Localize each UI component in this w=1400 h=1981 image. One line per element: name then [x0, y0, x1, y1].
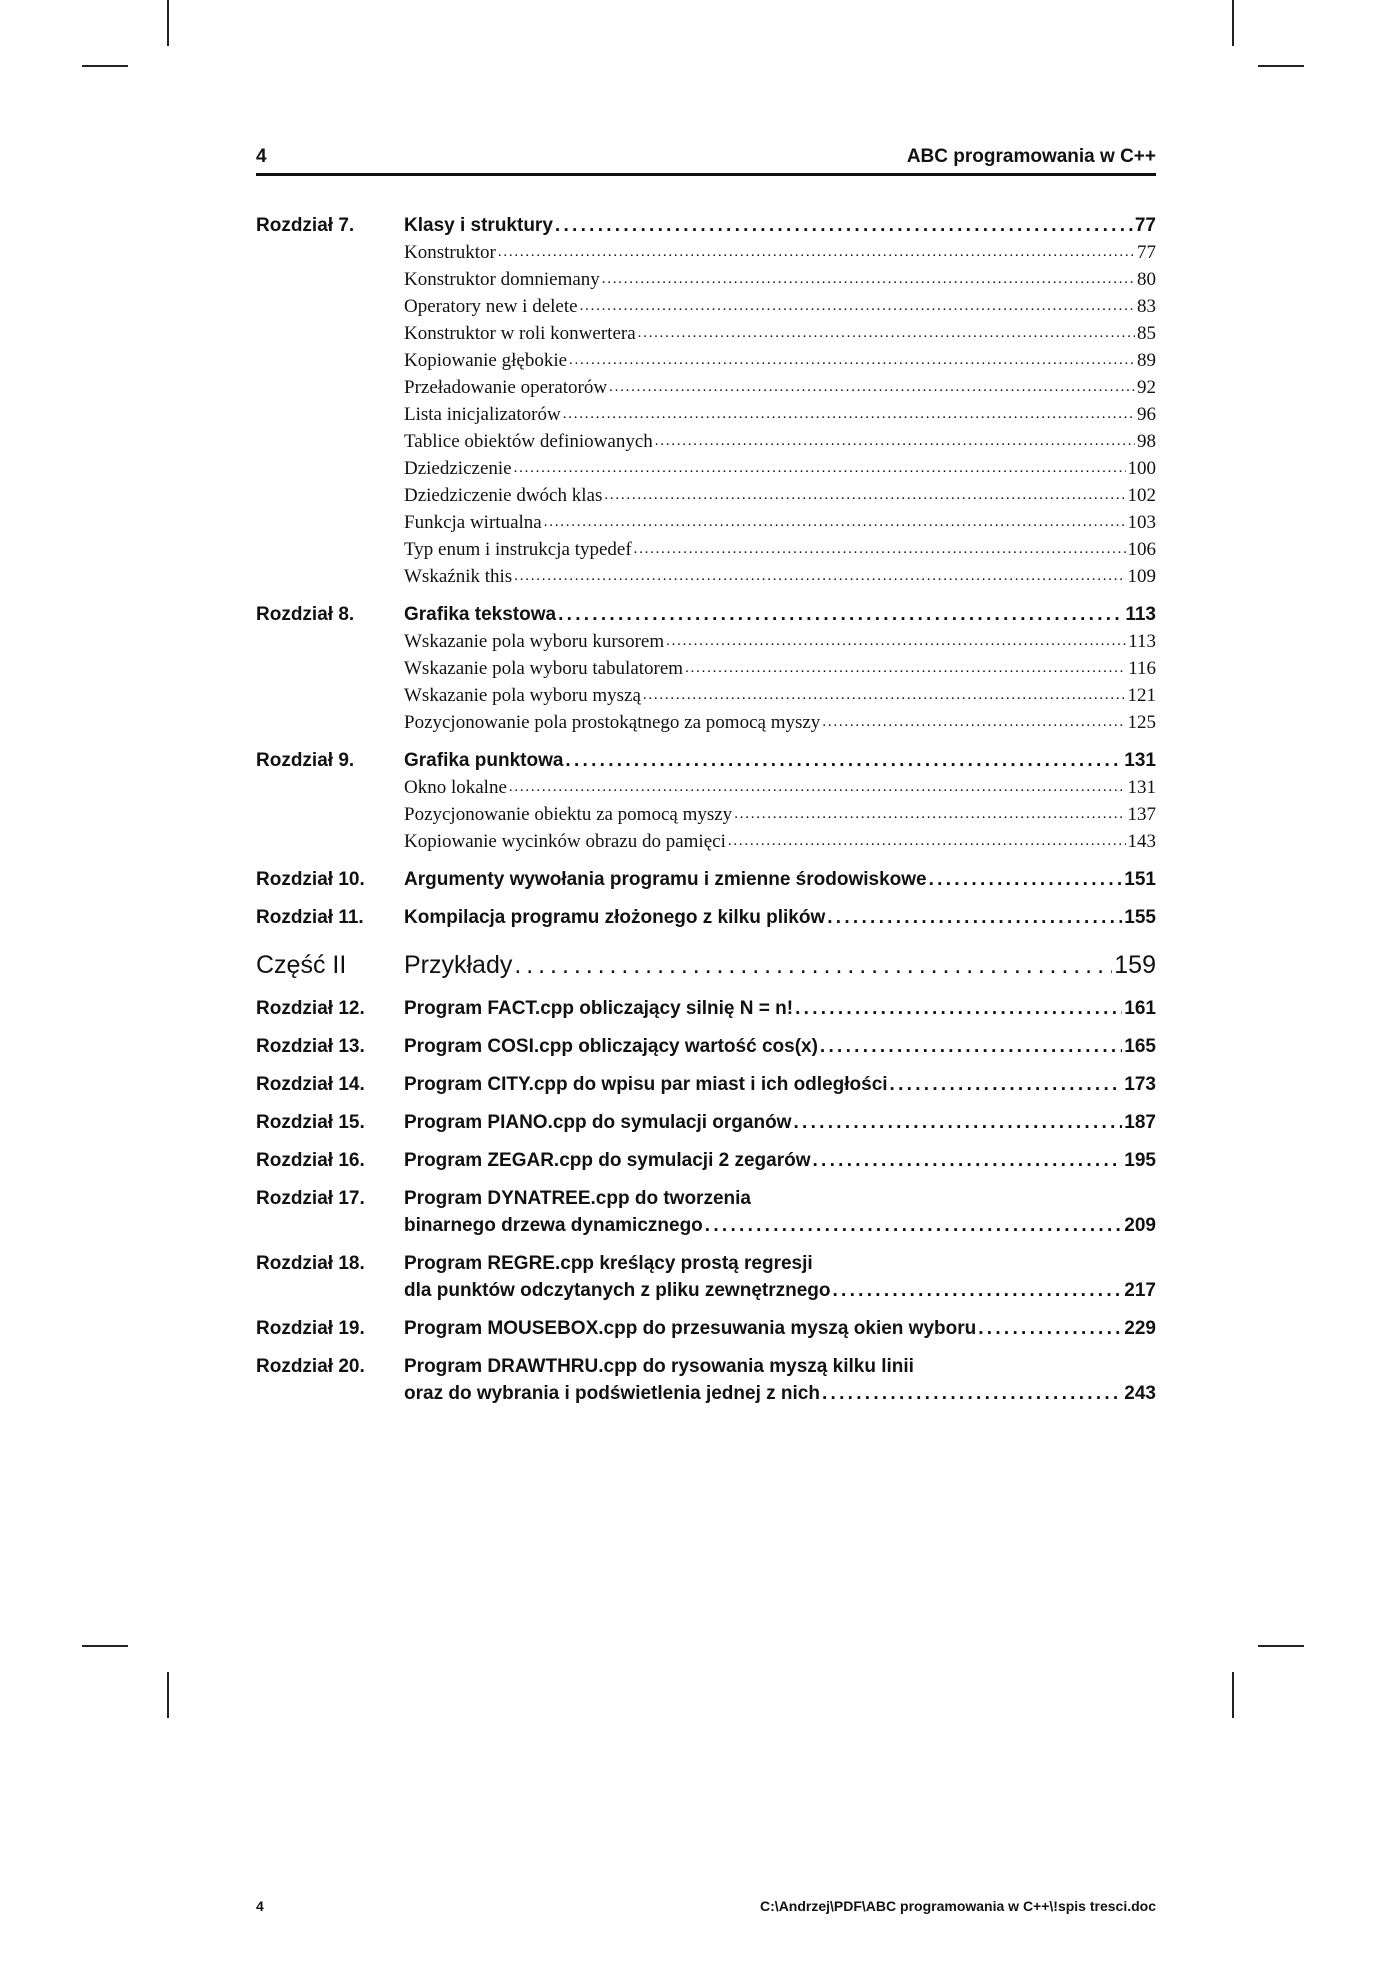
dot-leader	[555, 212, 1133, 239]
section-entry	[404, 266, 1156, 293]
section-entry-title: Przeładowanie operatorów	[404, 377, 608, 398]
chapter-number: Rozdział 7.	[256, 215, 355, 236]
toc-chapter	[256, 866, 1156, 893]
section-entry-page: 103	[1127, 512, 1156, 533]
section-entry-page: 113	[1128, 631, 1156, 652]
dot-leader	[602, 266, 1135, 293]
chapter-body	[404, 1033, 1156, 1060]
chapter-entry	[404, 1315, 1156, 1342]
header-rule	[256, 173, 1156, 176]
dot-leader	[795, 995, 1122, 1022]
chapter-entry-page: 195	[1124, 1150, 1156, 1171]
dot-leader	[890, 1071, 1123, 1098]
section-entry	[404, 563, 1156, 590]
dot-leader	[580, 293, 1135, 320]
chapter-body	[404, 1353, 1156, 1407]
section-entry-title: Wskaźnik this	[404, 566, 513, 587]
dot-leader	[822, 1380, 1122, 1407]
section-entry-title: Wskazanie pola wyboru tabulatorem	[404, 658, 684, 679]
toc-chapter	[256, 995, 1156, 1022]
section-entry-page: 96	[1137, 404, 1156, 425]
toc-chapter	[256, 1109, 1156, 1136]
dot-leader	[728, 828, 1126, 855]
section-entry-title: Tablice obiektów definiowanych	[404, 431, 653, 452]
chapter-body	[404, 212, 1156, 590]
chapter-number: Rozdział 17.	[256, 1188, 365, 1209]
section-entry-page: 102	[1127, 485, 1156, 506]
chapter-number: Część II	[256, 951, 347, 979]
chapter-entry-title: Klasy i struktury	[404, 215, 553, 236]
chapter-body	[404, 1147, 1156, 1174]
dot-leader	[514, 455, 1126, 482]
toc-chapter	[256, 1353, 1156, 1407]
chapter-entry	[404, 747, 1156, 774]
chapter-entry	[404, 1109, 1156, 1136]
section-entry	[404, 655, 1156, 682]
chapter-entry-title: dla punktów odczytanych z pliku zewnętrznego	[404, 1280, 831, 1301]
section-entry-title: Kopiowanie wycinków obrazu do pamięci	[404, 831, 726, 852]
dot-leader	[813, 1147, 1123, 1174]
section-entry-title: Pozycjonowanie pola prostokątnego za pomocą myszy	[404, 712, 821, 733]
section-entry	[404, 536, 1156, 563]
section-entry-page: 100	[1127, 458, 1156, 479]
chapter-body	[404, 1071, 1156, 1098]
crop-mark	[167, 0, 169, 46]
section-entry-page: 109	[1127, 566, 1156, 587]
running-header	[256, 146, 1156, 172]
chapter-entry	[404, 995, 1156, 1022]
section-entry	[404, 482, 1156, 509]
chapter-number: Rozdział 10.	[256, 869, 365, 890]
chapter-body	[404, 1185, 1156, 1239]
section-entry-title: Operatory new i delete	[404, 296, 578, 317]
toc-chapter	[256, 1250, 1156, 1304]
dot-leader	[634, 536, 1126, 563]
section-entry-title: Dziedziczenie	[404, 458, 512, 479]
chapter-number: Rozdział 20.	[256, 1356, 365, 1377]
chapter-entry-page: 217	[1124, 1280, 1156, 1301]
chapter-body	[404, 948, 1156, 982]
dot-leader	[734, 801, 1125, 828]
dot-leader	[509, 774, 1126, 801]
chapter-number: Rozdział 18.	[256, 1253, 365, 1274]
section-entry	[404, 682, 1156, 709]
chapter-entry	[404, 948, 1156, 982]
chapter-number: Rozdział 13.	[256, 1036, 365, 1057]
chapter-entry-title: Program FACT.cpp obliczający silnię N = n!	[404, 998, 794, 1019]
section-entry	[404, 709, 1156, 736]
chapter-number: Rozdział 14.	[256, 1074, 365, 1095]
dot-leader	[569, 347, 1135, 374]
chapter-number: Rozdział 12.	[256, 998, 365, 1019]
dot-leader	[544, 509, 1126, 536]
chapter-body	[404, 995, 1156, 1022]
toc-chapter	[256, 1147, 1156, 1174]
section-entry	[404, 509, 1156, 536]
section-entry-title: Dziedziczenie dwóch klas	[404, 485, 603, 506]
chapter-entry-page: 151	[1124, 869, 1156, 890]
chapter-entry-page: 159	[1114, 951, 1156, 979]
chapter-number: Rozdział 19.	[256, 1318, 365, 1339]
section-entry-page: 121	[1127, 685, 1156, 706]
dot-leader	[929, 866, 1123, 893]
dot-leader	[604, 482, 1125, 509]
chapter-body	[404, 866, 1156, 893]
section-entry-page: 116	[1128, 658, 1156, 679]
dot-leader	[638, 320, 1135, 347]
section-entry	[404, 628, 1156, 655]
section-entry	[404, 401, 1156, 428]
section-entry	[404, 374, 1156, 401]
section-entry	[404, 320, 1156, 347]
section-entry	[404, 828, 1156, 855]
chapter-number: Rozdział 8.	[256, 604, 355, 625]
chapter-entry-page: 165	[1124, 1036, 1156, 1057]
chapter-title-line: Program DRAWTHRU.cpp do rysowania myszą kilku linii	[404, 1356, 914, 1377]
toc-chapter	[256, 1033, 1156, 1060]
section-entry-page: 83	[1137, 296, 1156, 317]
crop-mark	[82, 1645, 128, 1647]
chapter-entry-title: Program COSI.cpp obliczający wartość cos(x)	[404, 1036, 818, 1057]
chapter-entry	[404, 1380, 1156, 1407]
chapter-entry-page: 229	[1124, 1318, 1156, 1339]
toc-chapter	[256, 601, 1156, 736]
section-entry-page: 137	[1127, 804, 1156, 825]
section-entry-page: 80	[1137, 269, 1156, 290]
chapter-entry-page: 77	[1134, 215, 1156, 236]
section-entry-page: 125	[1127, 712, 1156, 733]
dot-leader	[498, 239, 1135, 266]
section-entry-title: Okno lokalne	[404, 777, 507, 798]
chapter-entry-title: Program PIANO.cpp do symulacji organów	[404, 1112, 792, 1133]
section-entry-title: Typ enum i instrukcja typedef	[404, 539, 632, 560]
chapter-entry	[404, 212, 1156, 239]
chapter-number: Rozdział 11.	[256, 907, 364, 928]
chapter-entry-page: 113	[1125, 604, 1156, 625]
chapter-body	[404, 904, 1156, 931]
toc-chapter	[256, 1071, 1156, 1098]
chapter-number: Rozdział 9.	[256, 750, 355, 771]
chapter-entry	[404, 1033, 1156, 1060]
chapter-entry-title: Kompilacja programu złożonego z kilku plików	[404, 907, 826, 928]
chapter-entry-title: Argumenty wywołania programu i zmienne środowiskowe	[404, 869, 927, 890]
table-of-contents	[256, 212, 1156, 1407]
footer-page-number: 4	[256, 1898, 264, 1914]
chapter-entry-page: 155	[1124, 907, 1156, 928]
dot-leader	[563, 401, 1135, 428]
dot-leader	[655, 428, 1135, 455]
dot-leader	[827, 904, 1122, 931]
toc-chapter	[256, 747, 1156, 855]
crop-mark	[1232, 1672, 1234, 1718]
section-entry	[404, 455, 1156, 482]
section-entry	[404, 239, 1156, 266]
toc-chapter	[256, 948, 1156, 982]
chapter-body	[404, 1109, 1156, 1136]
section-entry-page: 131	[1127, 777, 1156, 798]
chapter-entry-title: oraz do wybrania i podświetlenia jednej z nich	[404, 1383, 820, 1404]
chapter-entry-page: 209	[1124, 1215, 1156, 1236]
dot-leader	[565, 747, 1122, 774]
chapter-entry-page: 161	[1124, 998, 1156, 1019]
chapter-entry-title: Przykłady	[404, 951, 513, 979]
chapter-body	[404, 1315, 1156, 1342]
section-entry-page: 98	[1137, 431, 1156, 452]
section-entry-title: Konstruktor w roli konwertera	[404, 323, 636, 344]
section-entry-title: Wskazanie pola wyboru kursorem	[404, 631, 665, 652]
chapter-entry	[404, 1277, 1156, 1304]
section-entry-title: Lista inicjalizatorów	[404, 404, 561, 425]
chapter-entry-title: Program ZEGAR.cpp do symulacji 2 zegarów	[404, 1150, 811, 1171]
crop-mark	[1258, 65, 1304, 67]
chapter-entry	[404, 1071, 1156, 1098]
chapter-entry	[404, 1147, 1156, 1174]
section-entry-page: 77	[1137, 242, 1156, 263]
crop-mark	[1232, 0, 1234, 46]
dot-leader	[643, 682, 1126, 709]
crop-mark	[1258, 1645, 1304, 1647]
chapter-entry-title: Program CITY.cpp do wpisu par miast i ich odległości	[404, 1074, 888, 1095]
section-entry	[404, 293, 1156, 320]
chapter-entry-title: Grafika tekstowa	[404, 604, 557, 625]
chapter-entry-title: Program MOUSEBOX.cpp do przesuwania myszą okien wyboru	[404, 1318, 977, 1339]
chapter-entry-page: 187	[1124, 1112, 1156, 1133]
chapter-entry	[404, 601, 1156, 628]
section-entry-title: Pozycjonowanie obiektu za pomocą myszy	[404, 804, 733, 825]
toc-chapter	[256, 212, 1156, 590]
section-entry	[404, 347, 1156, 374]
dot-leader	[685, 655, 1126, 682]
chapter-entry-title: Grafika punktowa	[404, 750, 564, 771]
footer-file-path: C:\Andrzej\PDF\ABC programowania w C++\!spis tresci.doc	[760, 1898, 1156, 1914]
section-entry-title: Kopiowanie głębokie	[404, 350, 568, 371]
chapter-entry	[404, 904, 1156, 931]
section-entry-page: 89	[1137, 350, 1156, 371]
toc-chapter	[256, 1185, 1156, 1239]
chapter-entry-page: 243	[1124, 1383, 1156, 1404]
chapter-entry-page: 131	[1124, 750, 1156, 771]
chapter-number: Rozdział 16.	[256, 1150, 365, 1171]
header-page-number: 4	[256, 146, 267, 167]
crop-mark	[82, 65, 128, 67]
chapter-title-line: Program DYNATREE.cpp do tworzenia	[404, 1188, 751, 1209]
dot-leader	[558, 601, 1123, 628]
section-entry	[404, 428, 1156, 455]
section-entry	[404, 774, 1156, 801]
section-entry-title: Konstruktor	[404, 242, 496, 263]
section-entry-title: Konstruktor domniemany	[404, 269, 600, 290]
dot-leader	[514, 948, 1112, 982]
section-entry-title: Wskazanie pola wyboru myszą	[404, 685, 641, 706]
toc-chapter	[256, 904, 1156, 931]
chapter-title-line: Program REGRE.cpp kreślący prostą regresji	[404, 1253, 813, 1274]
dot-leader	[833, 1277, 1123, 1304]
chapter-entry	[404, 866, 1156, 893]
section-entry-title: Funkcja wirtualna	[404, 512, 542, 533]
section-entry-page: 85	[1137, 323, 1156, 344]
chapter-body	[404, 1250, 1156, 1304]
section-entry	[404, 801, 1156, 828]
dot-leader	[820, 1033, 1122, 1060]
dot-leader	[822, 709, 1125, 736]
chapter-entry-page: 173	[1124, 1074, 1156, 1095]
toc-chapter	[256, 1315, 1156, 1342]
dot-leader	[793, 1109, 1122, 1136]
chapter-body	[404, 601, 1156, 736]
section-entry-page: 92	[1137, 377, 1156, 398]
dot-leader	[609, 374, 1135, 401]
dot-leader	[514, 563, 1125, 590]
header-book-title: ABC programowania w C++	[906, 146, 1156, 167]
dot-leader	[705, 1212, 1123, 1239]
chapter-number: Rozdział 15.	[256, 1112, 365, 1133]
chapter-entry	[404, 1212, 1156, 1239]
chapter-entry-title: binarnego drzewa dynamicznego	[404, 1215, 703, 1236]
chapter-body	[404, 747, 1156, 855]
section-entry-page: 143	[1127, 831, 1156, 852]
dot-leader	[978, 1315, 1122, 1342]
dot-leader	[666, 628, 1126, 655]
section-entry-page: 106	[1127, 539, 1156, 560]
crop-mark	[167, 1672, 169, 1718]
